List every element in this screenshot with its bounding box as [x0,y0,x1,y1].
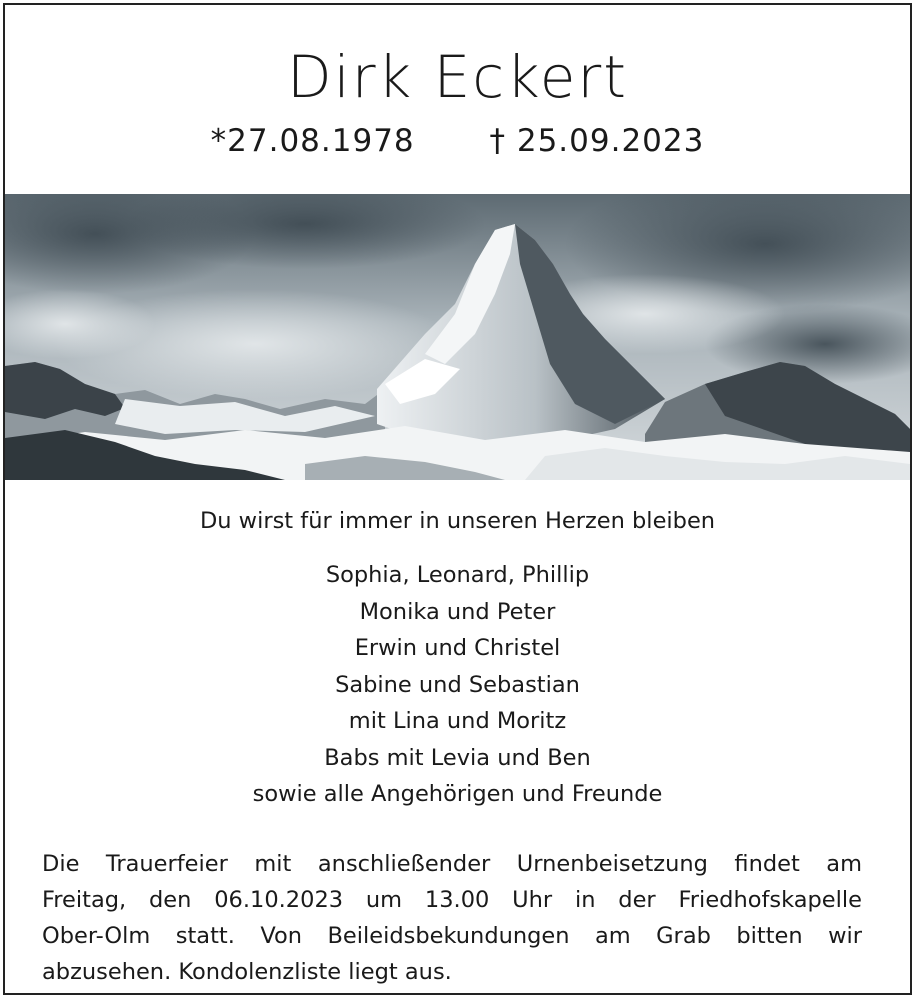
mourners-list [5,557,910,813]
notice-line: abzusehen. Kondolenzliste liegt aus. [42,959,452,985]
mourner-line: Babs mit Levia und Ben [324,744,591,771]
notice-line: Freitag, den 06.10.2023 um 13.00 Uhr in der Friedhofskapelle [42,887,862,913]
matterhorn-icon [5,194,910,480]
motto: Du wirst für immer in unseren Herzen bleiben [199,508,716,534]
mourner-line: Monika und Peter [359,598,556,625]
birth-date: *27.08.1978 [210,123,415,159]
notice-line: Die Trauerfeier mit anschließender Urnenbeisetzung findet am [42,851,862,877]
deceased-name: Dirk Eckert [287,43,628,111]
life-dates [5,123,910,159]
mourner-line: sowie alle Angehörigen und Freunde [252,781,663,807]
mourner-line: Sabine und Sebastian [335,671,580,698]
mourner-line: mit Lina und Moritz [348,708,567,734]
mourner-line: Sophia, Leonard, Phillip [325,562,590,588]
obituary-frame [3,3,912,995]
funeral-notice [42,846,862,990]
mourner-line: Erwin und Christel [354,635,561,661]
notice-line: Ober-Olm statt. Von Beileidsbekundungen am Grab bitten wir [42,923,862,949]
death-date: † 25.09.2023 [489,123,705,159]
mountain-photo [5,194,910,480]
